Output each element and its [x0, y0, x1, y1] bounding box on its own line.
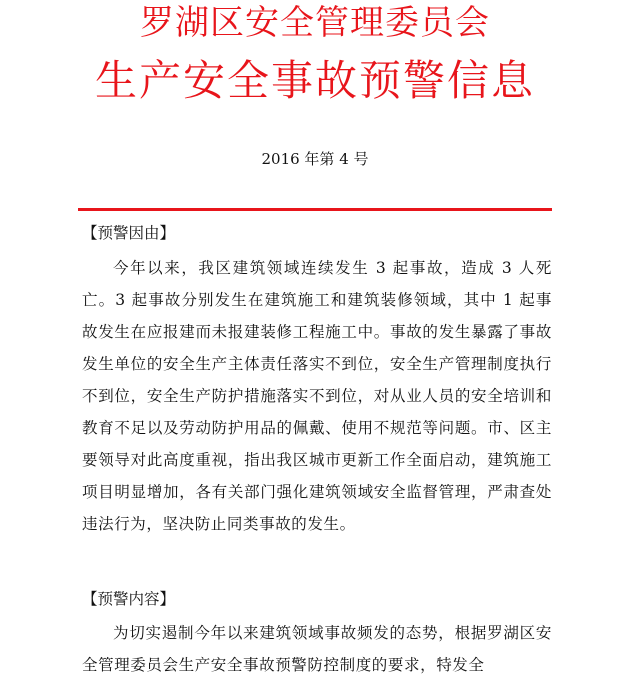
- section-heading-content: 【预警内容】: [82, 590, 176, 608]
- red-divider: [78, 208, 552, 211]
- doc-title: 生产安全事故预警信息: [94, 56, 535, 105]
- section-paragraph-reason: 今年以来，我区建筑领域连续发生 3 起事故，造成 3 人死亡。3 起事故分别发生在建筑施工和建筑装修领域，其中 1 起事故发生在应报建而未报建装修工程施工中。事故的发生暴露了事故发生单位的安全生产主体责任落实不到位，安全生产管理制度执行不到位，安全生产防护措施落实不到位，对从业人员的安全培训和教育不足以及劳动防护用品的佩戴、使用不规范等问题。市、区主要领导对此高度重视，指出我区城市更新工作全面启动，建筑施工项目明显增加，各有关部门强化建筑领域安全监督管理，严肃查处违法行为，坚决防止同类事故的发生。: [82, 259, 552, 533]
- section-heading-reason: 【预警因由】: [82, 224, 176, 242]
- section-paragraph-content: 为切实遏制今年以来建筑领域事故频发的态势，根据罗湖区安全管理委员会生产安全事故预警防控制度的要求，特发全: [82, 624, 552, 674]
- issue-number: 2016 年第 4 号: [261, 150, 369, 168]
- org-title: 罗湖区安全管理委员会: [140, 3, 490, 43]
